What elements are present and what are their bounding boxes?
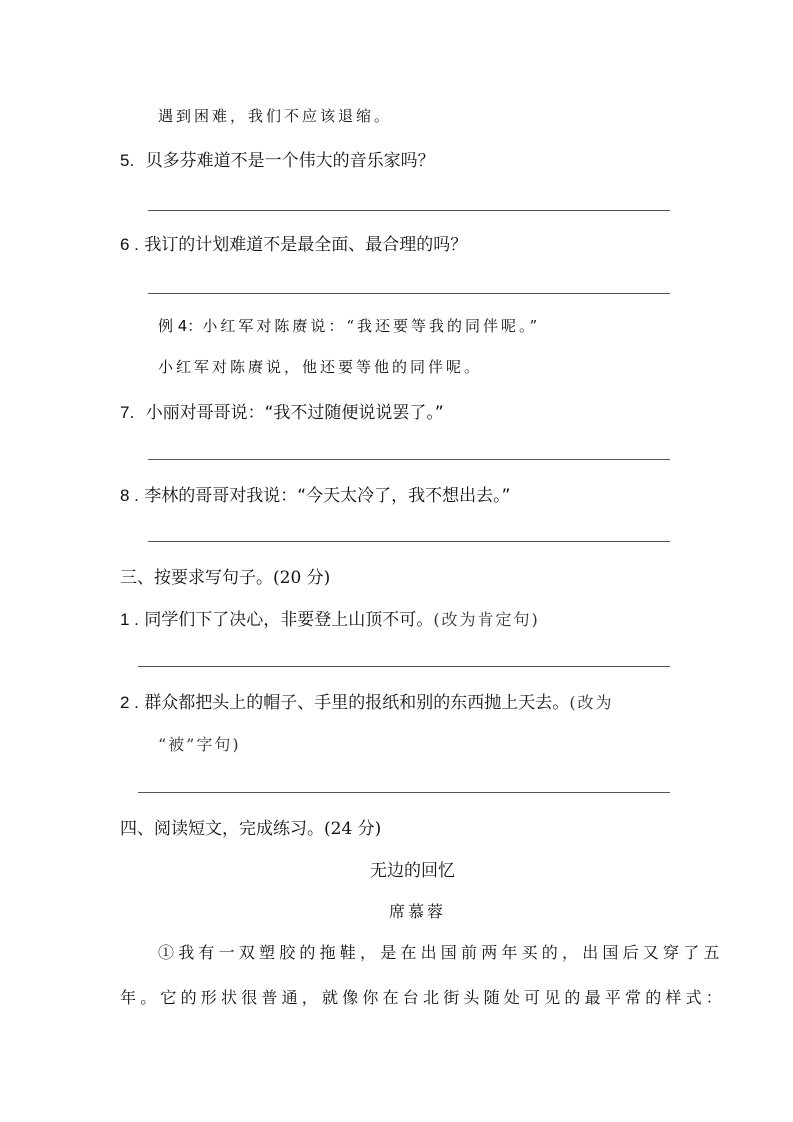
answer-line[interactable] [148, 293, 670, 294]
section-title: 四、阅读短文，完成练习。 [120, 819, 324, 839]
answer-line[interactable] [138, 792, 670, 793]
question-number: 8 . [120, 486, 139, 505]
question-number: 6 . [120, 235, 139, 254]
example-label: 例 4： [158, 317, 203, 335]
question-text: 群众都把头上的帽子、手里的报纸和别的东西抛上天去。 [144, 693, 570, 713]
question-text: 贝多芬难道不是一个伟大的音乐家吗？ [145, 151, 435, 171]
question-text: 李林的哥哥对我说：“今天太冷了，我不想出去。” [144, 486, 511, 506]
example-4-converted: 小红军对陈赓说，他还要等他的同伴呢。 [158, 358, 483, 376]
question-7 [120, 398, 444, 423]
question-number: 2 . [120, 693, 139, 712]
section-title: 三、按要求写句子。 [120, 568, 273, 588]
answer-line[interactable] [148, 210, 670, 211]
answer-line[interactable] [148, 541, 670, 542]
question-instruction: (改为肯定句) [433, 610, 540, 629]
section-3-heading [120, 563, 330, 588]
question-number: 7. [120, 403, 135, 422]
section-3-question-1 [120, 605, 540, 630]
example-4 [158, 315, 540, 336]
passage-paragraph-line: 年。它的形状很普通，就像你在台北街头随处可见的最平常的样式： [120, 988, 727, 1007]
question-instruction: (改为 [569, 693, 614, 712]
example-answer-text: 遇到困难，我们不应该退缩。 [158, 107, 393, 125]
section-3-question-2 [120, 688, 614, 713]
question-text: 我订的计划难道不是最全面、最合理的吗？ [144, 235, 468, 255]
section-4-heading [120, 814, 381, 839]
question-text: 同学们下了决心，非要登上山顶不可。 [144, 610, 434, 630]
section-points: (24 分) [324, 819, 382, 839]
question-5 [120, 146, 435, 171]
question-instruction-continued: “被”字句) [158, 735, 241, 754]
example-original: 小红军对陈赓说：“我还要等我的同伴呢。” [202, 317, 541, 335]
answer-line[interactable] [148, 459, 670, 460]
section-points: (20 分) [273, 568, 331, 588]
passage-author: 席慕蓉 [389, 902, 447, 921]
question-number: 5. [120, 151, 135, 170]
question-text: 小丽对哥哥说：“我不过随便说说罢了。” [145, 403, 444, 423]
passage-title: 无边的回忆 [370, 861, 455, 881]
answer-line[interactable] [138, 666, 670, 667]
question-8 [120, 481, 510, 506]
passage-paragraph-line: ①我有一双塑胶的拖鞋，是在出国前两年买的，出国后又穿了五 [158, 943, 724, 962]
question-number: 1 . [120, 610, 139, 629]
question-6 [120, 230, 467, 255]
